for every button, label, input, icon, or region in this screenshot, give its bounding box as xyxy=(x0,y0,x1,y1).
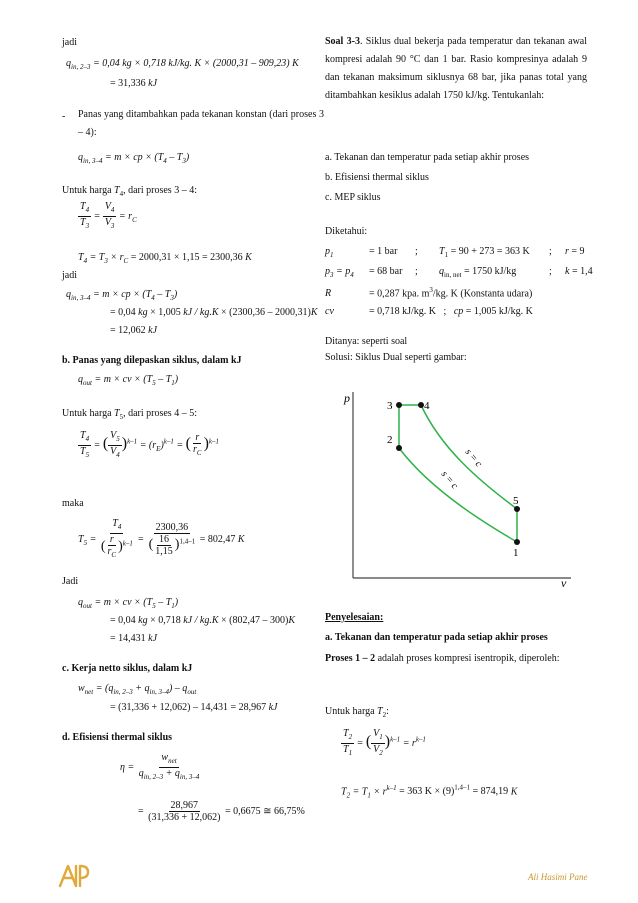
equation-qin-23-line1: $q_{in, 2-3} = 0,04$ kg × 0,718 kJ/kg. K × (2000,31 – 909,23) K xyxy=(66,58,299,71)
equation-t4-ratio: $\frac{T_4}{T_3}$ = $\frac{V_4}{V_3}$ = $r_C$ xyxy=(80,201,137,230)
equation-qout-line2: = 0,04 kg × 0,718 kJ / kg.K × (802,47 – 300)K xyxy=(110,615,295,626)
equation-qout-result: = 14,431 kJ xyxy=(110,633,158,644)
proses-paragraph: Proses 1 – 2 adalah proses kompresi isentropik, diperoleh: xyxy=(325,653,560,664)
point-2-dot xyxy=(396,445,402,451)
ditanya-text: Ditanya: seperti soal xyxy=(325,336,408,347)
curve-heat-addition xyxy=(399,405,421,448)
diketahui-label: Diketahui: xyxy=(325,226,368,237)
equation-t5-ratio: $\frac{T_4}{T_5}$ = ( $\frac{V_5}{V_4}$ )$^{k-1} = (r_E)^{k-1}$ = ( $\frac{r}{r_C}$ )$^{k-1}$ xyxy=(80,430,219,459)
maka-label: maka xyxy=(62,498,84,509)
known-row-1: $p_1 = 1$ bar ; $T_1 = 90 + 273 = 363$ K ; r = 9 xyxy=(325,246,585,259)
equation-qout-line1: $q_{out} = m$ × cv × $(T_5 - T_1)$ xyxy=(78,597,179,610)
equation-efficiency-value: = $\frac{28,967}{(31,336 + 12,062)}$ = 0,6675 ≅ 66,75% xyxy=(138,800,305,823)
point-1-label: 1 xyxy=(513,547,519,559)
point-5-label: 5 xyxy=(513,495,519,507)
soal-text: . Siklus dual bekerja pada temperatur dan tekanan awal kompresi adalah 90 °C dan 1 bar. Rasio kompresinya adalah 9 dan tekanan maksimum siklusnya 68 bar, jika panas total yang ditambahkan kesiklus adalah 1750 kJ/kg. Tentukanlah: xyxy=(325,36,588,101)
equation-qin-34-result: = 12,062 kJ xyxy=(110,325,158,336)
equation-qout: $q_{out} = m$ × cv × $(T_5 - T_1)$ xyxy=(78,374,179,387)
axis-p-label: p xyxy=(344,391,350,405)
point-1-dot xyxy=(514,539,520,545)
t2-intro: Untuk harga $T_2$: xyxy=(325,706,389,719)
task-b: b. Efisiensi thermal siklus xyxy=(325,172,429,183)
bullet-text: Panas yang ditambahkan pada tekanan konstan (dari proses 3 – 4): xyxy=(78,109,324,138)
axis-v-label: v xyxy=(561,576,567,590)
curve-label-lower: s = c xyxy=(438,468,461,492)
equation-qin-34-line2: = 0,04 kg × 1,005 kJ / kg.K × (2300,36 – 2000,31)K xyxy=(110,307,318,318)
equation-wnet-line2: = (31,336 + 12,062) – 14,431 = 28,967 kJ xyxy=(110,702,278,713)
known-row-2: $p_3 = p_4 = 68$ bar ; $q_{in, net} = 1750$ kJ/kg ; k = 1,4 xyxy=(325,266,593,279)
equation-t2-ratio: $\frac{T_2}{T_1}$ = ( $\frac{V_1}{V_2}$ )$^{k-1} = r^{k-1}$ xyxy=(343,728,426,757)
publisher-logo-icon xyxy=(56,862,90,890)
equation-wnet-line1: $w_{net} = (q_{in, 2-3} + q_{in, 3-4}) - q_{out}$ xyxy=(78,683,197,696)
heading-a: a. Tekanan dan temperatur pada setiap akhir proses xyxy=(325,632,548,643)
soal-label: Soal 3-3 xyxy=(325,36,360,47)
point-3-label: 3 xyxy=(387,400,393,412)
point-3-dot xyxy=(396,402,402,408)
equation-qin-23-result: = 31,336 kJ xyxy=(110,78,158,89)
footer-author: Ali Hasimi Pane xyxy=(528,872,588,882)
heading-d: d. Efisiensi thermal siklus xyxy=(62,732,173,743)
penyelesaian-heading: Penyelesaian: xyxy=(325,612,384,623)
equation-t4-value: $T_4 = T_3 \times r_C = 2000,31 \times 1,15 = 2300,36$ K xyxy=(78,252,252,265)
task-a: a. Tekanan dan temperatur pada setiap akhir proses xyxy=(325,152,530,163)
solusi-text: Solusi: Siklus Dual seperti gambar: xyxy=(325,352,467,363)
t4-intro: Untuk harga $T_4$, dari proses 3 – 4: xyxy=(62,185,197,198)
heading-c: c. Kerja netto siklus, dalam kJ xyxy=(62,663,193,674)
bullet-dash: - xyxy=(62,111,66,122)
known-row-4: cv = 0,718 kJ/kg. K ; cp = 1,005 kJ/kg. K xyxy=(325,306,533,317)
equation-t2-value: $T_2 = T_1 \times r^{k-1} = 363$ $K \times (9)^{1,4-1} = 874,19$ K xyxy=(341,784,518,800)
t5-intro: Untuk harga $T_5$, dari proses 4 – 5: xyxy=(62,408,197,421)
jadi-label-3: Jadi xyxy=(62,576,79,587)
equation-qin-34-line1: $q_{in, 3-4} = m$ × cp × $(T_4 - T_3)$ xyxy=(66,289,178,302)
equation-efficiency: η = $\frac{w_{net}}{q_{in, 2-3} + q_{in, 3-4}}$ xyxy=(120,752,200,781)
equation-qin-34: $q_{in, 3-4} = m$ × cp × $(T_4 - T_3)$ xyxy=(78,152,190,165)
heading-b: b. Panas yang dilepaskan siklus, dalam kJ xyxy=(62,355,242,366)
jadi-label-2: jadi xyxy=(62,270,77,281)
soal-paragraph xyxy=(325,33,587,105)
point-2-label: 2 xyxy=(387,434,393,446)
pv-diagram xyxy=(343,388,575,590)
equation-t5-value: $T_5$ = $T_4$ ( $\frac{r}{r_C}$ )$^{k-1}$ = 2300,36 ( $\frac{16}{1,15}$ )$^{1,4-1}$ = 802,47 K xyxy=(78,518,245,559)
point-4-label: 4 xyxy=(424,400,430,412)
task-c: c. MEP siklus xyxy=(325,192,381,203)
known-row-3: R = 0,287 kpa. $m^3/kg$. K (Konstanta udara) xyxy=(325,286,533,300)
jadi-label: jadi xyxy=(62,37,77,48)
curve-label-upper: s = c xyxy=(462,446,485,470)
